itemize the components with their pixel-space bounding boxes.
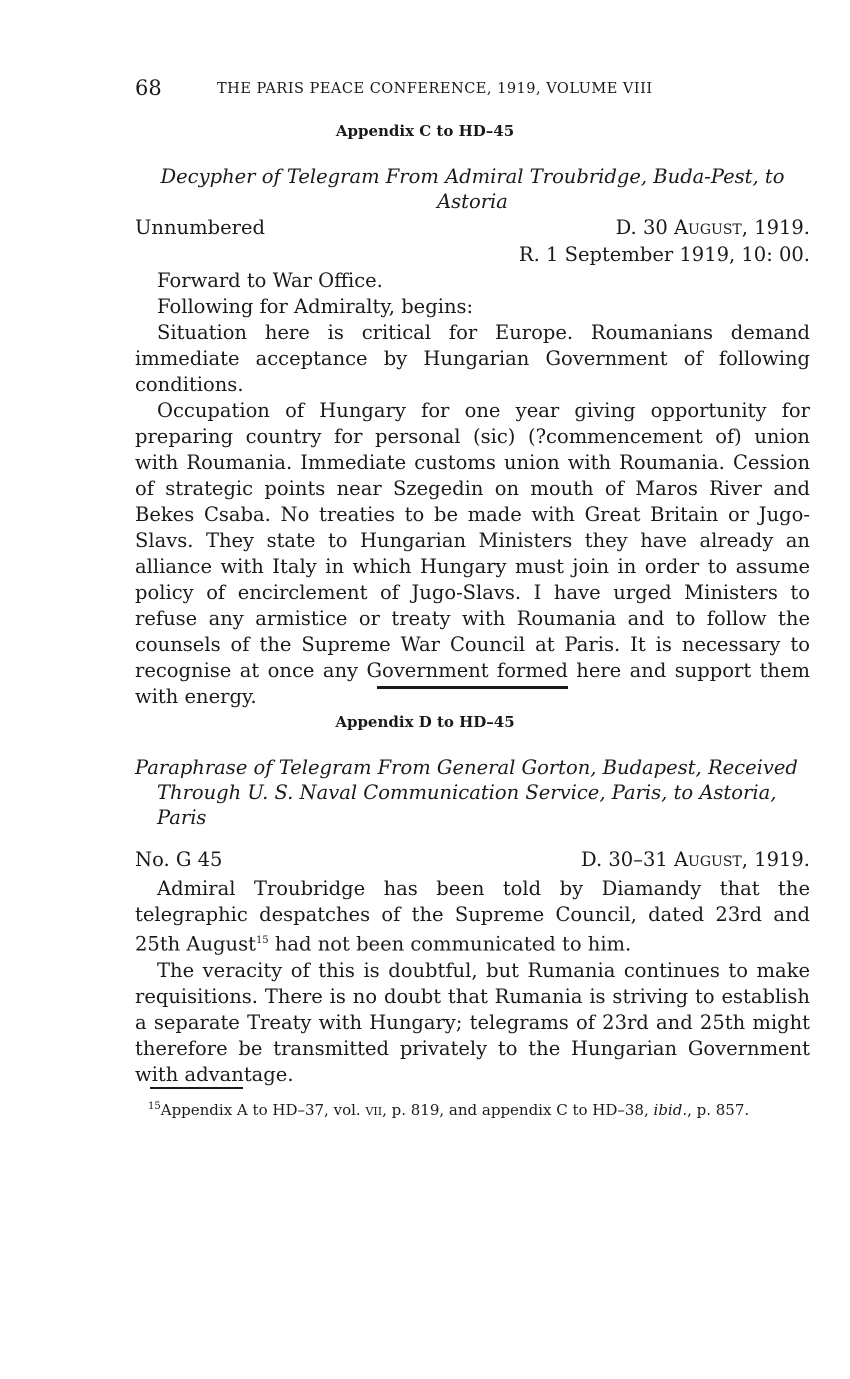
page-number: 68 — [135, 76, 162, 100]
running-header — [135, 76, 815, 102]
running-title: THE PARIS PEACE CONFERENCE, 1919, VOLUME VIII — [217, 81, 653, 97]
appendix-c-received-date: R. 1 September 1919, 10: 00. — [518, 243, 810, 266]
paragraph: The veracity of this is doubtful, but Rumania continues to make requisitions. There is no doubt that Rumania is striving to establish a separate Treaty with Hungary; telegrams of 23rd and 25th might therefore be transmitted privately to the Hungarian Government with advantage. — [135, 958, 810, 1086]
appendix-c-number: Unnumbered — [135, 216, 265, 239]
appendix-d-heading: Appendix D to HD–45 — [335, 713, 515, 731]
footnote: $^{15}$Appendix A to HD–37, vol. vii, p. 819, and appendix C to HD–38, ibid., p. 857. — [148, 1101, 750, 1119]
appendix-d-title: Paraphrase of Telegram From General Gorton, Budapest, Received Through U. S. Naval Communication Service, Paris, to Astoria, Paris — [135, 756, 798, 829]
section-divider — [377, 686, 568, 689]
appendix-d-body — [135, 876, 810, 1088]
footnote-divider — [150, 1087, 243, 1089]
appendix-c-body — [135, 268, 810, 710]
appendix-c-meta-line — [135, 216, 810, 242]
appendix-c-title: Decypher of Telegram From Admiral Troubridge, Buda-Pest, to Astoria — [160, 165, 785, 213]
appendix-d-dispatched-date: D. 30–31 August, 1919. — [581, 848, 810, 871]
appendix-c-heading: Appendix C to HD–45 — [335, 122, 515, 140]
paragraph: Admiral Troubridge has been told by Diamandy that the telegraphic despatches of the Supreme Council, dated 23rd and 25th August$^{15}$ had not been communicated to him. — [135, 877, 810, 956]
paragraph: Forward to War Office. — [157, 269, 383, 292]
appendix-d-number: No. G 45 — [135, 848, 223, 871]
appendix-d-meta-line — [135, 848, 810, 874]
footnote-marker: 15 — [148, 1101, 161, 1112]
footnote-reference: 15 — [255, 935, 269, 946]
appendix-c-dispatched-date: D. 30 August, 1919. — [615, 216, 810, 239]
paragraph: Occupation of Hungary for one year giving opportunity for preparing country for personal (sic) (?commencement of) union with Roumania. Immediate customs union with Roumania. Cession of strategic points near Szegedin on mouth of Maros River and Bekes Csaba. No treaties to be made with Great Britain or Jugo-Slavs. They state to Hungarian Ministers they have already an alliance with Italy in which Hungary must join in order to assume policy of encirclement of Jugo-Slavs. I have urged Ministers to refuse any armistice or treaty with Roumania and to follow the counsels of the Supreme War Council at Paris. It is necessary to recognise at once any Government formed here and support them with energy. — [135, 399, 810, 708]
paragraph: Following for Admiralty, begins: — [157, 295, 474, 318]
appendix-c-received-line — [135, 243, 810, 269]
paragraph: Situation here is critical for Europe. Roumanians demand immediate acceptance by Hungarian Government of following conditions. — [135, 321, 810, 396]
